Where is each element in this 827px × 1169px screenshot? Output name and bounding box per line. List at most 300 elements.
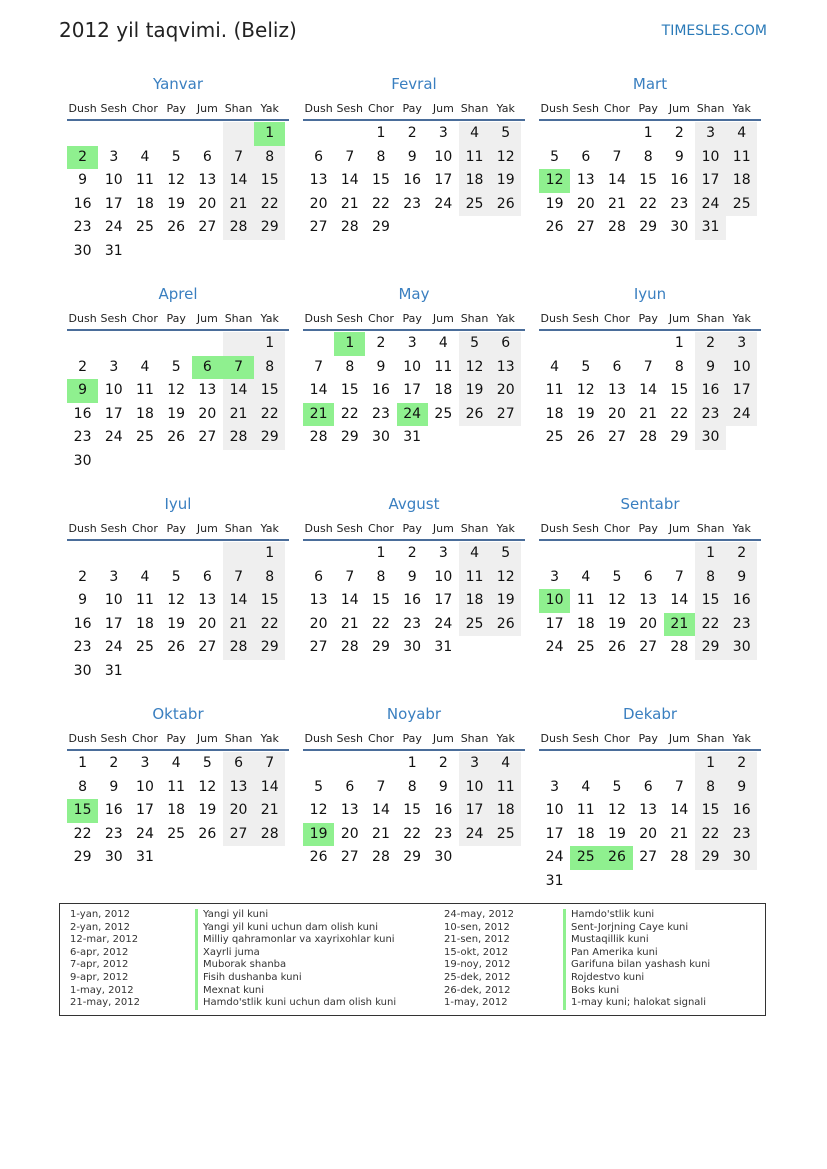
day-cell: 30 — [403, 639, 422, 656]
day-cell: 12 — [167, 592, 186, 609]
weekday-label: Jum — [432, 732, 454, 745]
site-link[interactable]: TIMESLES.COM — [661, 23, 767, 39]
day-cell: 7 — [223, 146, 254, 170]
day-cell: 6 — [202, 148, 212, 165]
day-cell: 5 — [171, 568, 181, 585]
weekday-label: Yak — [260, 522, 279, 535]
day-cell: 1 — [407, 755, 417, 771]
day-cell: 24 — [104, 429, 123, 446]
day-cell: 28 — [372, 849, 390, 866]
legend-date: 9-apr, 2012 — [70, 971, 129, 983]
day-cell: 17 — [434, 172, 453, 189]
weekday-label: Shan — [460, 522, 489, 535]
day-cell: 19 — [608, 615, 626, 632]
day-cell: 14 — [340, 172, 359, 189]
weekday-label: Yak — [732, 522, 751, 535]
day-cell: 10 — [539, 589, 570, 613]
day-cell: 6 — [490, 332, 521, 356]
empty-day-cell — [459, 846, 490, 870]
weekday-label: Shan — [696, 522, 725, 535]
day-cell: 8 — [78, 778, 88, 795]
weekday-label: Shan — [696, 102, 725, 115]
day-cell: 3 — [140, 755, 150, 771]
day-cell: 21 — [608, 195, 626, 212]
day-cell: 15 — [372, 172, 390, 189]
day-cell: 10 — [136, 778, 154, 795]
day-cell: 6 — [643, 778, 653, 795]
day-cell: 15 — [372, 592, 390, 609]
empty-day-cell — [601, 332, 632, 356]
day-cell: 20 — [223, 799, 254, 823]
day-cell: 12 — [608, 592, 626, 609]
day-cell: 9 — [67, 379, 98, 403]
day-cell: 25 — [726, 193, 757, 217]
day-cell: 24 — [136, 825, 154, 842]
day-cell: 12 — [309, 802, 328, 819]
day-cell: 5 — [171, 148, 181, 165]
day-cell: 1 — [254, 542, 285, 566]
day-cell: 1 — [695, 752, 726, 776]
day-cell: 9 — [726, 566, 757, 590]
empty-day-cell — [428, 216, 459, 240]
day-cell: 29 — [254, 216, 285, 240]
day-cell: 15 — [67, 799, 98, 823]
day-cell: 29 — [254, 426, 285, 450]
day-cell: 7 — [345, 568, 355, 585]
day-cell: 11 — [576, 802, 595, 819]
day-cell: 8 — [674, 358, 684, 375]
empty-day-cell — [397, 216, 428, 240]
weekday-label: Jum — [668, 102, 690, 115]
day-cell: 23 — [695, 403, 726, 427]
day-cell: 25 — [459, 193, 490, 217]
weekday-label: Sesh — [572, 732, 599, 745]
day-cell: 22 — [254, 613, 285, 637]
day-cell: 14 — [340, 592, 359, 609]
day-cell: 24 — [434, 195, 453, 212]
weekday-label: Yak — [260, 102, 279, 115]
empty-day-cell — [334, 542, 365, 566]
day-cell: 27 — [198, 639, 217, 656]
day-cell: 17 — [403, 382, 422, 399]
day-cell: 16 — [403, 172, 422, 189]
day-cell: 30 — [73, 452, 92, 469]
day-cell: 20 — [198, 405, 217, 422]
day-cell: 30 — [73, 662, 92, 679]
empty-day-cell — [490, 636, 521, 660]
day-cell: 28 — [309, 429, 328, 446]
legend-date: 21-sen, 2012 — [444, 934, 510, 946]
day-cell: 31 — [545, 872, 564, 889]
month-title: Avgust — [388, 495, 440, 513]
day-cell: 3 — [550, 778, 560, 795]
day-cell: 13 — [639, 592, 658, 609]
day-cell: 19 — [198, 802, 217, 819]
weekday-label: Yak — [732, 312, 751, 325]
day-cell: 24 — [545, 639, 564, 656]
day-cell: 9 — [726, 776, 757, 800]
empty-day-cell — [601, 752, 632, 776]
day-cell: 18 — [136, 615, 154, 632]
day-cell: 8 — [643, 148, 653, 165]
legend-holiday-name: Xayrli juma — [195, 947, 396, 960]
day-cell: 26 — [601, 846, 632, 870]
day-cell: 30 — [73, 242, 92, 259]
weekday-label: Shan — [460, 732, 489, 745]
day-cell: 26 — [167, 429, 186, 446]
weekday-label: Jum — [196, 312, 218, 325]
day-cell: 1 — [254, 332, 285, 356]
day-cell: 21 — [223, 613, 254, 637]
day-cell: 2 — [67, 146, 98, 170]
days-grid — [67, 122, 289, 264]
day-cell: 2 — [726, 752, 757, 776]
empty-day-cell — [98, 450, 129, 474]
day-cell: 27 — [309, 639, 328, 656]
day-cell: 4 — [438, 335, 448, 351]
day-cell: 26 — [167, 219, 186, 236]
day-cell: 9 — [695, 356, 726, 380]
empty-day-cell — [633, 752, 664, 776]
day-cell: 25 — [434, 405, 453, 422]
day-cell: 9 — [78, 172, 88, 189]
weekday-label: Jum — [432, 102, 454, 115]
day-cell: 29 — [639, 219, 658, 236]
weekday-label: Shan — [696, 732, 725, 745]
empty-day-cell — [254, 660, 285, 684]
day-cell: 19 — [576, 405, 595, 422]
day-cell: 3 — [459, 752, 490, 776]
weekday-label: Sesh — [100, 732, 127, 745]
weekday-header — [303, 518, 525, 539]
day-cell: 23 — [73, 639, 92, 656]
day-cell: 2 — [376, 335, 386, 351]
empty-day-cell — [570, 752, 601, 776]
day-cell: 19 — [490, 589, 521, 613]
weekday-label: Shan — [460, 312, 489, 325]
day-cell: 16 — [73, 615, 92, 632]
weekday-label: Sesh — [336, 522, 363, 535]
empty-day-cell — [67, 332, 98, 356]
weekday-header — [67, 308, 289, 329]
weekday-header — [539, 728, 761, 749]
day-cell: 14 — [309, 382, 328, 399]
day-cell: 3 — [726, 332, 757, 356]
header-divider — [67, 119, 289, 121]
day-cell: 18 — [136, 405, 154, 422]
day-cell: 25 — [545, 429, 564, 446]
empty-day-cell — [664, 752, 695, 776]
empty-day-cell — [490, 426, 521, 450]
empty-day-cell — [570, 542, 601, 566]
weekday-header — [303, 728, 525, 749]
empty-day-cell — [192, 240, 223, 264]
days-grid — [539, 332, 761, 450]
weekday-header — [67, 98, 289, 119]
weekday-label: Jum — [432, 522, 454, 535]
day-cell: 21 — [254, 799, 285, 823]
empty-day-cell — [254, 240, 285, 264]
day-cell: 4 — [459, 542, 490, 566]
day-cell: 20 — [639, 615, 658, 632]
day-cell: 27 — [198, 219, 217, 236]
day-cell: 1 — [643, 125, 653, 141]
day-cell: 2 — [695, 332, 726, 356]
day-cell: 28 — [608, 219, 626, 236]
legend-date: 1-may, 2012 — [70, 984, 134, 996]
day-cell: 8 — [695, 776, 726, 800]
weekday-header — [539, 98, 761, 119]
day-cell: 20 — [198, 615, 217, 632]
day-cell: 22 — [340, 405, 359, 422]
day-cell: 16 — [104, 802, 123, 819]
day-cell: 14 — [608, 172, 626, 189]
day-cell: 11 — [136, 592, 154, 609]
day-cell: 27 — [223, 823, 254, 847]
day-cell: 7 — [643, 358, 653, 375]
day-cell: 17 — [104, 195, 123, 212]
day-cell: 23 — [403, 615, 422, 632]
day-cell: 25 — [136, 219, 154, 236]
empty-day-cell — [67, 122, 98, 146]
empty-day-cell — [129, 542, 160, 566]
header-divider — [67, 539, 289, 541]
weekday-label: Dush — [540, 312, 569, 325]
day-cell: 29 — [403, 849, 422, 866]
day-cell: 29 — [670, 429, 689, 446]
header-divider — [303, 329, 525, 331]
legend-holiday-name: Boks kuni — [563, 985, 710, 998]
day-cell: 31 — [695, 216, 726, 240]
empty-day-cell — [633, 332, 664, 356]
weekday-header — [67, 518, 289, 539]
day-cell: 31 — [136, 849, 154, 866]
empty-day-cell — [161, 240, 192, 264]
day-cell: 17 — [104, 405, 123, 422]
day-cell: 18 — [167, 802, 186, 819]
day-cell: 3 — [438, 125, 448, 141]
empty-day-cell — [633, 870, 664, 894]
weekday-label: Jum — [432, 312, 454, 325]
day-cell: 16 — [73, 195, 92, 212]
weekday-header — [303, 98, 525, 119]
day-cell: 2 — [407, 545, 417, 561]
weekday-label: Pay — [638, 102, 658, 115]
empty-day-cell — [490, 216, 521, 240]
day-cell: 12 — [167, 382, 186, 399]
day-cell: 12 — [490, 566, 521, 590]
day-cell: 22 — [254, 193, 285, 217]
day-cell: 14 — [223, 379, 254, 403]
day-cell: 1 — [334, 332, 365, 356]
header-divider — [67, 329, 289, 331]
day-cell: 26 — [459, 403, 490, 427]
day-cell: 2 — [726, 542, 757, 566]
day-cell: 5 — [581, 358, 591, 375]
weekday-header — [539, 308, 761, 329]
day-cell: 4 — [581, 568, 591, 585]
day-cell: 27 — [309, 219, 328, 236]
empty-day-cell — [539, 332, 570, 356]
day-cell: 5 — [550, 148, 560, 165]
day-cell: 4 — [459, 122, 490, 146]
day-cell: 11 — [545, 382, 564, 399]
month-title: Yanvar — [152, 75, 204, 93]
day-cell: 5 — [459, 332, 490, 356]
weekday-label: Chor — [132, 312, 158, 325]
day-cell: 21 — [340, 195, 359, 212]
month-title: Fevral — [391, 75, 437, 93]
empty-day-cell — [223, 332, 254, 356]
days-grid — [67, 752, 289, 870]
day-cell: 21 — [303, 403, 334, 427]
empty-day-cell — [67, 542, 98, 566]
day-cell: 1 — [376, 545, 386, 561]
empty-day-cell — [726, 870, 757, 894]
day-cell: 5 — [202, 755, 212, 771]
legend-holiday-name: Sent-Jorjning Caye kuni — [563, 922, 710, 935]
day-cell: 17 — [545, 615, 564, 632]
day-cell: 4 — [550, 358, 560, 375]
empty-day-cell — [601, 870, 632, 894]
day-cell: 18 — [726, 169, 757, 193]
day-cell: 10 — [695, 146, 726, 170]
day-cell: 11 — [136, 172, 154, 189]
day-cell: 6 — [612, 358, 622, 375]
day-cell: 12 — [459, 356, 490, 380]
day-cell: 22 — [403, 825, 422, 842]
day-cell: 31 — [403, 429, 422, 446]
day-cell: 3 — [407, 335, 417, 351]
weekday-label: Sesh — [572, 102, 599, 115]
day-cell: 10 — [726, 356, 757, 380]
weekday-label: Chor — [368, 312, 394, 325]
day-cell: 2 — [438, 755, 448, 771]
weekday-label: Shan — [224, 522, 253, 535]
day-cell: 30 — [726, 846, 757, 870]
day-cell: 18 — [459, 589, 490, 613]
day-cell: 19 — [167, 405, 186, 422]
weekday-label: Chor — [132, 732, 158, 745]
day-cell: 3 — [109, 358, 119, 375]
day-cell: 5 — [612, 778, 622, 795]
day-cell: 22 — [372, 615, 390, 632]
day-cell: 24 — [104, 639, 123, 656]
legend-holiday-name: Rojdestvo kuni — [563, 972, 710, 985]
empty-day-cell — [129, 332, 160, 356]
legend-date: 12-mar, 2012 — [70, 934, 139, 946]
day-cell: 11 — [726, 146, 757, 170]
day-cell: 13 — [639, 802, 658, 819]
days-grid — [539, 542, 761, 660]
day-cell: 13 — [576, 172, 595, 189]
day-cell: 26 — [490, 193, 521, 217]
empty-day-cell — [539, 542, 570, 566]
day-cell: 5 — [314, 778, 324, 795]
month-may — [303, 280, 525, 450]
empty-day-cell — [161, 660, 192, 684]
day-cell: 24 — [104, 219, 123, 236]
empty-day-cell — [161, 542, 192, 566]
month-yanvar — [67, 70, 289, 264]
day-cell: 18 — [434, 382, 453, 399]
month-mart — [539, 70, 761, 240]
weekday-label: Jum — [668, 522, 690, 535]
day-cell: 4 — [140, 148, 150, 165]
day-cell: 8 — [376, 148, 386, 165]
empty-day-cell — [490, 846, 521, 870]
day-cell: 13 — [340, 802, 359, 819]
day-cell: 7 — [223, 566, 254, 590]
day-cell: 15 — [254, 379, 285, 403]
empty-day-cell — [428, 426, 459, 450]
day-cell: 22 — [73, 825, 92, 842]
days-grid — [303, 122, 525, 240]
header-divider — [539, 539, 761, 541]
day-cell: 12 — [576, 382, 595, 399]
empty-day-cell — [570, 870, 601, 894]
day-cell: 28 — [639, 429, 658, 446]
weekday-label: Pay — [402, 312, 422, 325]
day-cell: 3 — [109, 568, 119, 585]
day-cell: 27 — [639, 639, 658, 656]
weekday-label: Sesh — [100, 102, 127, 115]
weekday-label: Jum — [196, 732, 218, 745]
empty-day-cell — [223, 240, 254, 264]
day-cell: 12 — [608, 802, 626, 819]
header-divider — [303, 119, 525, 121]
day-cell: 9 — [438, 778, 448, 795]
day-cell: 17 — [459, 799, 490, 823]
weekday-label: Pay — [166, 732, 186, 745]
day-cell: 14 — [223, 169, 254, 193]
legend-holiday-name: Hamdo'stlik kuni uchun dam olish kuni — [195, 997, 396, 1010]
day-cell: 21 — [639, 405, 658, 422]
day-cell: 11 — [576, 592, 595, 609]
weekday-label: Dush — [68, 102, 97, 115]
day-cell: 28 — [340, 219, 359, 236]
day-cell: 22 — [695, 823, 726, 847]
day-cell: 11 — [490, 776, 521, 800]
day-cell: 31 — [434, 639, 453, 656]
day-cell: 6 — [581, 148, 591, 165]
day-cell: 2 — [407, 125, 417, 141]
day-cell: 8 — [254, 566, 285, 590]
day-cell: 21 — [670, 825, 689, 842]
day-cell: 15 — [670, 382, 689, 399]
day-cell: 22 — [254, 403, 285, 427]
page-title: 2012 yil taqvimi. (Beliz) — [59, 18, 297, 42]
empty-day-cell — [601, 122, 632, 146]
weekday-header — [539, 518, 761, 539]
day-cell: 11 — [459, 146, 490, 170]
empty-day-cell — [695, 870, 726, 894]
day-cell: 15 — [403, 802, 422, 819]
legend-holiday-name: Fisih dushanba kuni — [195, 972, 396, 985]
day-cell: 3 — [438, 545, 448, 561]
day-cell: 19 — [490, 169, 521, 193]
weekday-label: Pay — [402, 732, 422, 745]
legend-holiday-name: Hamdo'stlik kuni — [563, 909, 710, 922]
day-cell: 28 — [223, 426, 254, 450]
days-grid — [539, 122, 761, 240]
day-cell: 5 — [171, 358, 181, 375]
days-grid — [539, 752, 761, 894]
day-cell: 24 — [695, 193, 726, 217]
day-cell: 31 — [104, 662, 123, 679]
empty-day-cell — [303, 332, 334, 356]
day-cell: 16 — [372, 382, 390, 399]
